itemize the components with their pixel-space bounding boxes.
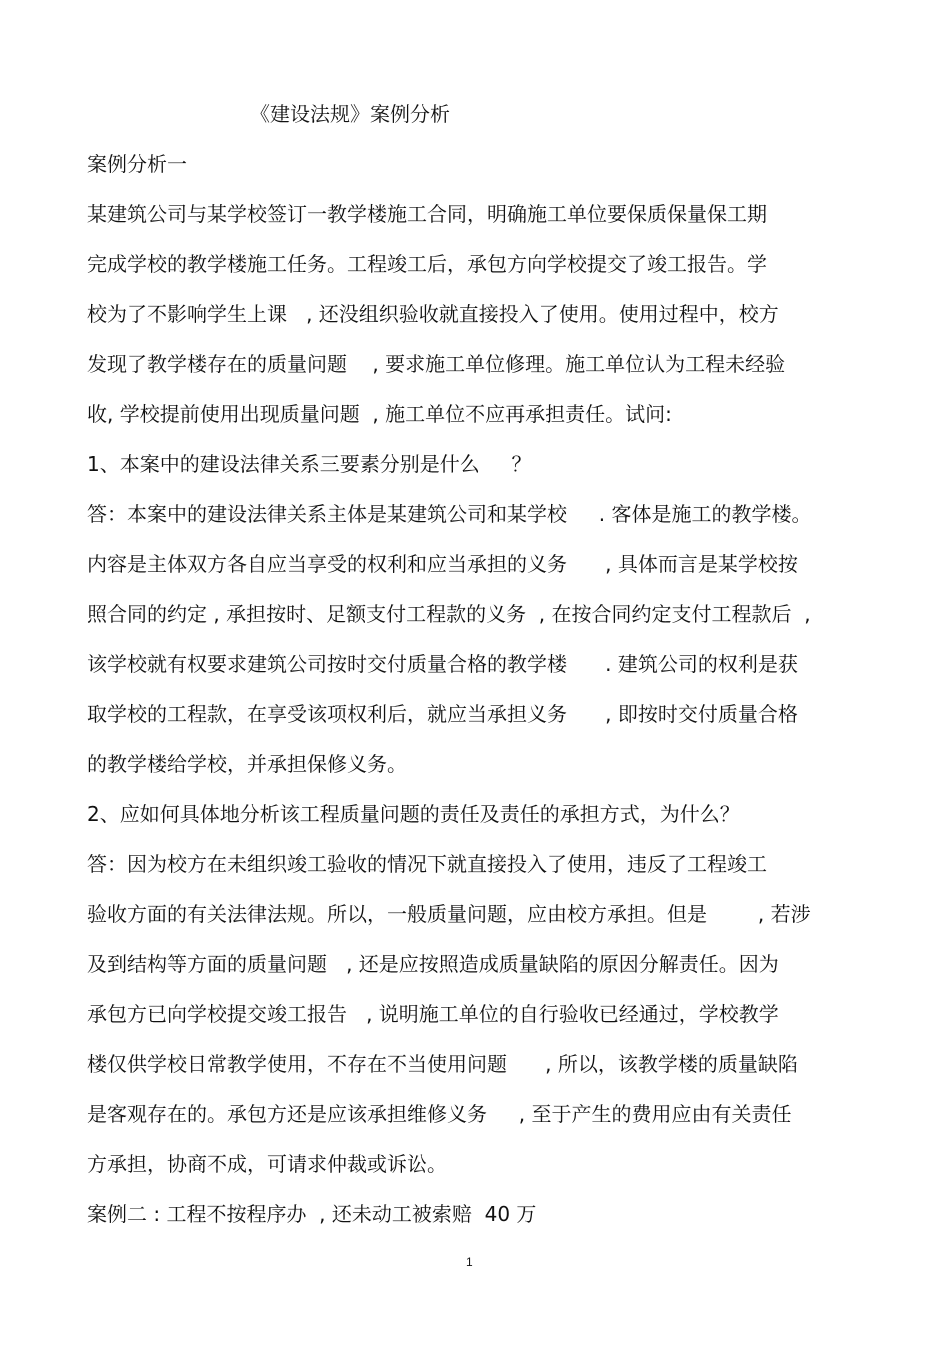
- answer-1-line: 照合同的约定 , 承担按时、足额支付工程款的义务 , 在按合同约定支付工程款后 ,: [87, 602, 811, 626]
- paragraph-line: 发现了教学楼存在的质量问题 , 要求施工单位修理。施工单位认为工程未经验: [87, 352, 786, 376]
- answer-1-line: 该学校就有权要求建筑公司按时交付质量合格的教学楼 . 建筑公司的权利是获: [87, 652, 798, 676]
- answer-1-line: 内容是主体双方各自应当享受的权利和应当承担的义务 , 具体而言是某学校按: [87, 552, 798, 576]
- paragraph-line: 完成学校的教学楼施工任务。工程竣工后，承包方向学校提交了竣工报告。学: [87, 252, 767, 276]
- paragraph-line: 某建筑公司与某学校签订一教学楼施工合同，明确施工单位要保质保量保工期: [87, 202, 767, 226]
- answer-2-line: 方承担，协商不成，可请求仲裁或诉讼。: [87, 1152, 447, 1176]
- answer-2-line: 答：因为校方在未组织竣工验收的情况下就直接投入了使用，违反了工程竣工: [87, 852, 767, 876]
- answer-1-line: 的教学楼给学校，并承担保修义务。: [87, 752, 407, 776]
- section-heading-case-1: 案例分析一: [87, 152, 187, 176]
- section-heading-case-2: 案例二 : 工程不按程序办 , 还未动工被索赔 40 万: [87, 1202, 537, 1226]
- answer-1-line: 答：本案中的建设法律关系主体是某建筑公司和某学校 . 客体是施工的教学楼。: [87, 502, 812, 526]
- paragraph-line: 校为了不影响学生上课 , 还没组织验收就直接投入了使用。使用过程中，校方: [87, 302, 779, 326]
- paragraph-line: 收, 学校提前使用出现质量问题 , 施工单位不应再承担责任。试问:: [87, 402, 672, 426]
- question-1: 1、本案中的建设法律关系三要素分别是什么 ？: [87, 452, 532, 476]
- answer-2-line: 及到结构等方面的质量问题 , 还是应按照造成质量缺陷的原因分解责任。因为: [87, 952, 779, 976]
- answer-2-line: 楼仅供学校日常教学使用，不存在不当使用问题 , 所以，该教学楼的质量缺陷: [87, 1052, 798, 1076]
- answer-2-line: 验收方面的有关法律法规。所以，一般质量问题，应由校方承担。但是 , 若涉: [87, 902, 811, 926]
- question-2: 2、应如何具体地分析该工程质量问题的责任及责任的承担方式，为什么？: [87, 802, 740, 826]
- page-number: 1: [466, 1255, 473, 1269]
- document-title: 《建设法规》案例分析: [250, 102, 450, 126]
- answer-1-line: 取学校的工程款，在享受该项权利后，就应当承担义务 , 即按时交付质量合格: [87, 702, 798, 726]
- answer-2-line: 承包方已向学校提交竣工报告 , 说明施工单位的自行验收已经通过，学校教学: [87, 1002, 779, 1026]
- answer-2-line: 是客观存在的。承包方还是应该承担维修义务 , 至于产生的费用应由有关责任: [87, 1102, 792, 1126]
